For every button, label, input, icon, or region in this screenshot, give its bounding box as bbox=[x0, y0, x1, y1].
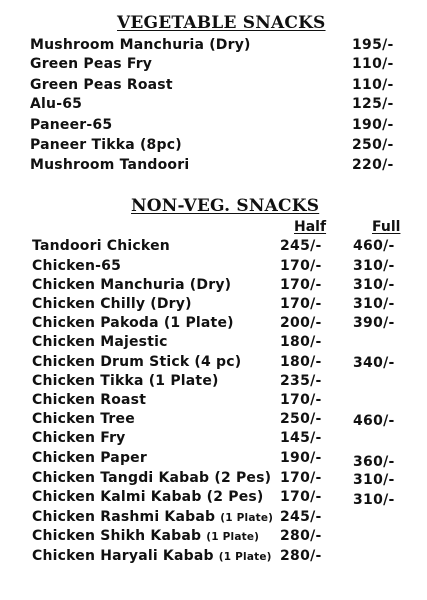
half-price: 250/- bbox=[280, 411, 322, 427]
item-name-text: Chicken Kalmi Kabab (2 Pes) bbox=[32, 489, 264, 505]
half-price: 145/- bbox=[280, 430, 322, 446]
item-name bbox=[32, 296, 192, 312]
item-name-text: Chicken Majestic bbox=[32, 334, 168, 350]
menu-item bbox=[0, 411, 427, 430]
menu-item bbox=[0, 373, 427, 392]
full-price: 340/- bbox=[353, 355, 395, 371]
menu-item bbox=[0, 117, 427, 136]
item-name-text: Chicken-65 bbox=[32, 258, 122, 274]
item-name bbox=[32, 392, 146, 408]
item-name: Alu-65 bbox=[30, 96, 83, 112]
menu-item bbox=[0, 315, 427, 334]
menu-item bbox=[0, 137, 427, 156]
item-name-text: Chicken Chilly (Dry) bbox=[32, 296, 192, 312]
menu-item bbox=[0, 548, 427, 567]
item-portion-note: (1 Plate) bbox=[218, 551, 272, 563]
half-price: 170/- bbox=[280, 296, 322, 312]
full-price: 310/- bbox=[353, 258, 395, 274]
full-price: 460/- bbox=[353, 413, 395, 429]
menu-item bbox=[0, 238, 427, 257]
item-name: Paneer-65 bbox=[30, 117, 113, 133]
item-portion-note: (1 Plate) bbox=[220, 512, 274, 524]
menu-item bbox=[0, 528, 427, 547]
half-price: 170/- bbox=[280, 392, 322, 408]
item-name bbox=[32, 238, 170, 254]
item-price: 250/- bbox=[352, 137, 394, 153]
menu-item bbox=[0, 96, 427, 115]
menu-item bbox=[0, 157, 427, 176]
item-price: 195/- bbox=[352, 37, 394, 53]
half-price: 170/- bbox=[280, 277, 322, 293]
item-name-text: Chicken Haryali Kabab bbox=[32, 548, 214, 564]
half-price: 180/- bbox=[280, 334, 322, 350]
menu-item bbox=[0, 277, 427, 296]
half-price: 200/- bbox=[280, 315, 322, 331]
item-name-text: Chicken Rashmi Kabab bbox=[32, 509, 216, 525]
item-portion-note: (1 Plate) bbox=[206, 531, 260, 543]
menu-item bbox=[0, 77, 427, 96]
half-price: 170/- bbox=[280, 470, 322, 486]
item-name: Green Peas Roast bbox=[30, 77, 173, 93]
item-name-text: Chicken Pakoda (1 Plate) bbox=[32, 315, 234, 331]
item-name bbox=[32, 489, 264, 505]
item-name bbox=[32, 354, 241, 370]
menu-item bbox=[0, 392, 427, 411]
half-price: 245/- bbox=[280, 509, 322, 525]
full-price: 360/- bbox=[353, 454, 395, 470]
full-price: 390/- bbox=[353, 315, 395, 331]
half-price: 245/- bbox=[280, 238, 322, 254]
item-name bbox=[32, 277, 231, 293]
item-price: 125/- bbox=[352, 96, 394, 112]
veg-section-title: VEGETABLE SNACKS bbox=[117, 13, 326, 33]
item-price: 110/- bbox=[352, 77, 394, 93]
menu-item bbox=[0, 489, 427, 508]
menu-item bbox=[0, 56, 427, 75]
menu-item bbox=[0, 430, 427, 449]
half-price: 280/- bbox=[280, 528, 322, 544]
item-name-text: Chicken Roast bbox=[32, 392, 147, 408]
item-name-text: Chicken Paper bbox=[32, 450, 147, 466]
item-name bbox=[32, 411, 135, 427]
item-name bbox=[32, 334, 168, 350]
full-column-header: Full bbox=[372, 219, 401, 235]
item-name-text: Chicken Fry bbox=[32, 430, 126, 446]
item-name bbox=[32, 258, 121, 274]
item-name bbox=[32, 373, 219, 389]
half-price: 280/- bbox=[280, 548, 322, 564]
menu-item bbox=[0, 509, 427, 528]
item-name: Paneer Tikka (8pc) bbox=[30, 137, 182, 153]
item-name bbox=[32, 450, 147, 466]
item-name-text: Chicken Manchuria (Dry) bbox=[32, 277, 232, 293]
item-price: 190/- bbox=[352, 117, 394, 133]
full-price: 310/- bbox=[353, 277, 395, 293]
item-name bbox=[32, 548, 272, 564]
item-name-text: Chicken Tikka (1 Plate) bbox=[32, 373, 219, 389]
item-name bbox=[32, 430, 126, 446]
menu-item bbox=[0, 470, 427, 489]
item-name bbox=[32, 470, 271, 486]
half-price: 190/- bbox=[280, 450, 322, 466]
menu-item bbox=[0, 37, 427, 56]
full-price: 460/- bbox=[353, 238, 395, 254]
half-column-header: Half bbox=[294, 219, 327, 235]
half-price: 235/- bbox=[280, 373, 322, 389]
item-name: Green Peas Fry bbox=[30, 56, 153, 72]
item-name bbox=[32, 528, 259, 544]
item-name bbox=[32, 315, 234, 331]
menu-item bbox=[0, 334, 427, 353]
item-name-text: Tandoori Chicken bbox=[32, 238, 170, 254]
half-price: 180/- bbox=[280, 354, 322, 370]
item-name bbox=[32, 509, 273, 525]
nonveg-section-title: NON-VEG. SNACKS bbox=[131, 196, 320, 216]
menu-item bbox=[0, 354, 427, 373]
menu-item bbox=[0, 450, 427, 469]
item-name-text: Chicken Tangdi Kabab (2 Pes) bbox=[32, 470, 272, 486]
menu-item bbox=[0, 258, 427, 277]
half-price: 170/- bbox=[280, 258, 322, 274]
full-price: 310/- bbox=[353, 492, 395, 508]
menu-item bbox=[0, 296, 427, 315]
item-price: 110/- bbox=[352, 56, 394, 72]
full-price: 310/- bbox=[353, 296, 395, 312]
item-name-text: Chicken Shikh Kabab bbox=[32, 528, 202, 544]
item-name-text: Chicken Drum Stick (4 pc) bbox=[32, 354, 242, 370]
item-name: Mushroom Tandoori bbox=[30, 157, 190, 173]
half-price: 170/- bbox=[280, 489, 322, 505]
item-name-text: Chicken Tree bbox=[32, 411, 135, 427]
item-price: 220/- bbox=[352, 157, 394, 173]
item-name: Mushroom Manchuria (Dry) bbox=[30, 37, 251, 53]
full-price: 310/- bbox=[353, 472, 395, 488]
